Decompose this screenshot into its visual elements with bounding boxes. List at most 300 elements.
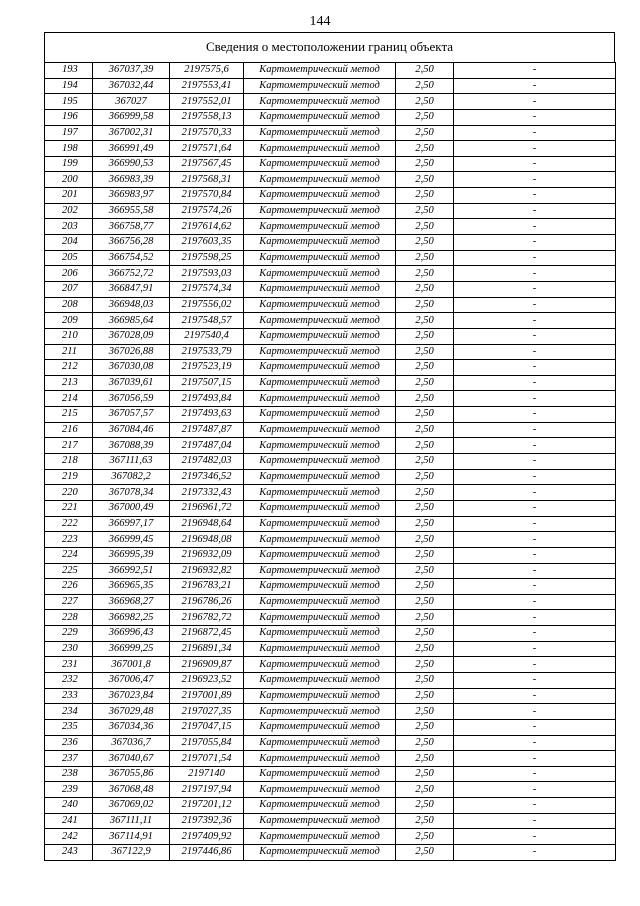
y-coordinate-cell: 2197574,34 [170, 281, 244, 297]
description-cell: - [454, 798, 616, 814]
table-row [45, 751, 616, 767]
x-coordinate-cell: 366999,25 [93, 641, 170, 657]
method-cell: Картометрический метод [244, 547, 396, 563]
x-coordinate-cell: 367001,8 [93, 657, 170, 673]
point-number-cell: 233 [45, 688, 93, 704]
method-cell: Картометрический метод [244, 375, 396, 391]
point-number-cell: 224 [45, 547, 93, 563]
method-cell: Картометрический метод [244, 219, 396, 235]
point-number-cell: 239 [45, 782, 93, 798]
table-row [45, 532, 616, 548]
y-coordinate-cell: 2197552,01 [170, 94, 244, 110]
y-coordinate-cell: 2196932,82 [170, 563, 244, 579]
y-coordinate-cell: 2197575,6 [170, 63, 244, 79]
accuracy-cell: 2,50 [396, 610, 454, 626]
x-coordinate-cell: 367088,39 [93, 438, 170, 454]
x-coordinate-cell: 367000,49 [93, 500, 170, 516]
y-coordinate-cell: 2197392,36 [170, 813, 244, 829]
y-coordinate-cell: 2197567,45 [170, 156, 244, 172]
y-coordinate-cell: 2196961,72 [170, 500, 244, 516]
accuracy-cell: 2,50 [396, 125, 454, 141]
description-cell: - [454, 297, 616, 313]
table-row [45, 328, 616, 344]
description-cell: - [454, 766, 616, 782]
table-row [45, 845, 616, 861]
accuracy-cell: 2,50 [396, 313, 454, 329]
x-coordinate-cell: 367114,91 [93, 829, 170, 845]
accuracy-cell: 2,50 [396, 266, 454, 282]
accuracy-cell: 2,50 [396, 63, 454, 79]
accuracy-cell: 2,50 [396, 766, 454, 782]
table-row [45, 719, 616, 735]
method-cell: Картометрический метод [244, 422, 396, 438]
description-cell: - [454, 109, 616, 125]
x-coordinate-cell: 367068,48 [93, 782, 170, 798]
method-cell: Картометрический метод [244, 532, 396, 548]
y-coordinate-cell: 2197493,63 [170, 407, 244, 423]
accuracy-cell: 2,50 [396, 172, 454, 188]
description-cell: - [454, 328, 616, 344]
accuracy-cell: 2,50 [396, 500, 454, 516]
point-number-cell: 203 [45, 219, 93, 235]
description-cell: - [454, 735, 616, 751]
accuracy-cell: 2,50 [396, 641, 454, 657]
method-cell: Картометрический метод [244, 845, 396, 861]
description-cell: - [454, 438, 616, 454]
point-number-cell: 225 [45, 563, 93, 579]
table-row [45, 125, 616, 141]
description-cell: - [454, 172, 616, 188]
x-coordinate-cell: 366983,97 [93, 188, 170, 204]
point-number-cell: 240 [45, 798, 93, 814]
description-cell: - [454, 235, 616, 251]
table-row [45, 454, 616, 470]
accuracy-cell: 2,50 [396, 751, 454, 767]
method-cell: Картометрический метод [244, 235, 396, 251]
method-cell: Картометрический метод [244, 78, 396, 94]
x-coordinate-cell: 367006,47 [93, 672, 170, 688]
description-cell: - [454, 782, 616, 798]
x-coordinate-cell: 367082,2 [93, 469, 170, 485]
description-cell: - [454, 125, 616, 141]
table-row [45, 469, 616, 485]
accuracy-cell: 2,50 [396, 203, 454, 219]
method-cell: Картометрический метод [244, 125, 396, 141]
y-coordinate-cell: 2197027,35 [170, 704, 244, 720]
point-number-cell: 241 [45, 813, 93, 829]
point-number-cell: 213 [45, 375, 93, 391]
description-cell: - [454, 813, 616, 829]
y-coordinate-cell: 2196909,87 [170, 657, 244, 673]
table-row [45, 141, 616, 157]
x-coordinate-cell: 367069,02 [93, 798, 170, 814]
description-cell: - [454, 250, 616, 266]
y-coordinate-cell: 2197507,15 [170, 375, 244, 391]
x-coordinate-cell: 367084,46 [93, 422, 170, 438]
table-row [45, 485, 616, 501]
y-coordinate-cell: 2197571,64 [170, 141, 244, 157]
accuracy-cell: 2,50 [396, 782, 454, 798]
method-cell: Картометрический метод [244, 454, 396, 470]
accuracy-cell: 2,50 [396, 719, 454, 735]
table-row [45, 63, 616, 79]
y-coordinate-cell: 2197598,25 [170, 250, 244, 266]
table-row [45, 813, 616, 829]
table-row [45, 688, 616, 704]
x-coordinate-cell: 367111,63 [93, 454, 170, 470]
y-coordinate-cell: 2196891,34 [170, 641, 244, 657]
accuracy-cell: 2,50 [396, 813, 454, 829]
method-cell: Картометрический метод [244, 813, 396, 829]
y-coordinate-cell: 2196782,72 [170, 610, 244, 626]
table-row [45, 579, 616, 595]
table-row [45, 188, 616, 204]
method-cell: Картометрический метод [244, 516, 396, 532]
accuracy-cell: 2,50 [396, 281, 454, 297]
description-cell: - [454, 626, 616, 642]
table-row [45, 766, 616, 782]
point-number-cell: 228 [45, 610, 93, 626]
y-coordinate-cell: 2196923,52 [170, 672, 244, 688]
x-coordinate-cell: 367039,61 [93, 375, 170, 391]
description-cell: - [454, 63, 616, 79]
table-row [45, 422, 616, 438]
description-cell: - [454, 672, 616, 688]
description-cell: - [454, 407, 616, 423]
description-cell: - [454, 845, 616, 861]
description-cell: - [454, 641, 616, 657]
accuracy-cell: 2,50 [396, 344, 454, 360]
table-row [45, 563, 616, 579]
accuracy-cell: 2,50 [396, 78, 454, 94]
method-cell: Картометрический метод [244, 672, 396, 688]
coordinates-table-body [45, 63, 616, 861]
description-cell: - [454, 203, 616, 219]
x-coordinate-cell: 367030,08 [93, 360, 170, 376]
accuracy-cell: 2,50 [396, 704, 454, 720]
y-coordinate-cell: 2197071,54 [170, 751, 244, 767]
accuracy-cell: 2,50 [396, 250, 454, 266]
table-row [45, 704, 616, 720]
coordinates-table [44, 62, 616, 861]
point-number-cell: 226 [45, 579, 93, 595]
accuracy-cell: 2,50 [396, 547, 454, 563]
x-coordinate-cell: 366991,49 [93, 141, 170, 157]
x-coordinate-cell: 366968,27 [93, 594, 170, 610]
method-cell: Картометрический метод [244, 266, 396, 282]
y-coordinate-cell: 2197482,03 [170, 454, 244, 470]
method-cell: Картометрический метод [244, 407, 396, 423]
description-cell: - [454, 391, 616, 407]
y-coordinate-cell: 2197047,15 [170, 719, 244, 735]
y-coordinate-cell: 2197487,04 [170, 438, 244, 454]
accuracy-cell: 2,50 [396, 235, 454, 251]
method-cell: Картометрический метод [244, 203, 396, 219]
table-row [45, 313, 616, 329]
point-number-cell: 236 [45, 735, 93, 751]
accuracy-cell: 2,50 [396, 141, 454, 157]
accuracy-cell: 2,50 [396, 422, 454, 438]
accuracy-cell: 2,50 [396, 297, 454, 313]
description-cell: - [454, 156, 616, 172]
x-coordinate-cell: 367040,67 [93, 751, 170, 767]
point-number-cell: 221 [45, 500, 93, 516]
method-cell: Картометрический метод [244, 156, 396, 172]
page-number: 144 [309, 14, 331, 29]
x-coordinate-cell: 366997,17 [93, 516, 170, 532]
y-coordinate-cell: 2197197,94 [170, 782, 244, 798]
point-number-cell: 197 [45, 125, 93, 141]
table-row [45, 798, 616, 814]
method-cell: Картометрический метод [244, 360, 396, 376]
method-cell: Картометрический метод [244, 485, 396, 501]
table-row [45, 156, 616, 172]
point-number-cell: 204 [45, 235, 93, 251]
x-coordinate-cell: 367034,36 [93, 719, 170, 735]
method-cell: Картометрический метод [244, 500, 396, 516]
y-coordinate-cell: 2197548,57 [170, 313, 244, 329]
description-cell: - [454, 281, 616, 297]
description-cell: - [454, 532, 616, 548]
y-coordinate-cell: 2197540,4 [170, 328, 244, 344]
x-coordinate-cell: 367032,44 [93, 78, 170, 94]
accuracy-cell: 2,50 [396, 407, 454, 423]
accuracy-cell: 2,50 [396, 594, 454, 610]
accuracy-cell: 2,50 [396, 657, 454, 673]
description-cell: - [454, 313, 616, 329]
method-cell: Картометрический метод [244, 344, 396, 360]
method-cell: Картометрический метод [244, 391, 396, 407]
point-number-cell: 205 [45, 250, 93, 266]
x-coordinate-cell: 366983,39 [93, 172, 170, 188]
method-cell: Картометрический метод [244, 250, 396, 266]
x-coordinate-cell: 366754,52 [93, 250, 170, 266]
point-number-cell: 211 [45, 344, 93, 360]
y-coordinate-cell: 2197001,89 [170, 688, 244, 704]
table-row [45, 672, 616, 688]
point-number-cell: 202 [45, 203, 93, 219]
x-coordinate-cell: 367122,9 [93, 845, 170, 861]
x-coordinate-cell: 366965,35 [93, 579, 170, 595]
y-coordinate-cell: 2197533,79 [170, 344, 244, 360]
description-cell: - [454, 829, 616, 845]
x-coordinate-cell: 366999,45 [93, 532, 170, 548]
table-row [45, 281, 616, 297]
accuracy-cell: 2,50 [396, 94, 454, 110]
x-coordinate-cell: 366996,43 [93, 626, 170, 642]
point-number-cell: 234 [45, 704, 93, 720]
point-number-cell: 199 [45, 156, 93, 172]
point-number-cell: 214 [45, 391, 93, 407]
accuracy-cell: 2,50 [396, 485, 454, 501]
table-row [45, 641, 616, 657]
method-cell: Картометрический метод [244, 579, 396, 595]
description-cell: - [454, 547, 616, 563]
table-row [45, 78, 616, 94]
accuracy-cell: 2,50 [396, 391, 454, 407]
table-row [45, 735, 616, 751]
description-cell: - [454, 751, 616, 767]
accuracy-cell: 2,50 [396, 469, 454, 485]
accuracy-cell: 2,50 [396, 328, 454, 344]
table-row [45, 203, 616, 219]
y-coordinate-cell: 2196872,45 [170, 626, 244, 642]
accuracy-cell: 2,50 [396, 579, 454, 595]
x-coordinate-cell: 366955,58 [93, 203, 170, 219]
method-cell: Картометрический метод [244, 766, 396, 782]
y-coordinate-cell: 2197201,12 [170, 798, 244, 814]
accuracy-cell: 2,50 [396, 735, 454, 751]
method-cell: Картометрический метод [244, 688, 396, 704]
method-cell: Картометрический метод [244, 719, 396, 735]
x-coordinate-cell: 367055,86 [93, 766, 170, 782]
table-row [45, 235, 616, 251]
description-cell: - [454, 610, 616, 626]
description-cell: - [454, 360, 616, 376]
x-coordinate-cell: 367027 [93, 94, 170, 110]
point-number-cell: 194 [45, 78, 93, 94]
y-coordinate-cell: 2197568,31 [170, 172, 244, 188]
point-number-cell: 220 [45, 485, 93, 501]
point-number-cell: 217 [45, 438, 93, 454]
table-row [45, 109, 616, 125]
accuracy-cell: 2,50 [396, 672, 454, 688]
point-number-cell: 238 [45, 766, 93, 782]
accuracy-cell: 2,50 [396, 829, 454, 845]
point-number-cell: 219 [45, 469, 93, 485]
x-coordinate-cell: 366948,03 [93, 297, 170, 313]
table-row [45, 829, 616, 845]
table-row [45, 657, 616, 673]
description-cell: - [454, 469, 616, 485]
method-cell: Картометрический метод [244, 657, 396, 673]
table-row [45, 375, 616, 391]
y-coordinate-cell: 2197409,92 [170, 829, 244, 845]
y-coordinate-cell: 2196948,08 [170, 532, 244, 548]
x-coordinate-cell: 367028,09 [93, 328, 170, 344]
description-cell: - [454, 94, 616, 110]
table-row [45, 500, 616, 516]
method-cell: Картометрический метод [244, 626, 396, 642]
table-row [45, 266, 616, 282]
y-coordinate-cell: 2196783,21 [170, 579, 244, 595]
point-number-cell: 208 [45, 297, 93, 313]
method-cell: Картометрический метод [244, 798, 396, 814]
description-cell: - [454, 422, 616, 438]
table-row [45, 610, 616, 626]
point-number-cell: 218 [45, 454, 93, 470]
x-coordinate-cell: 366847,91 [93, 281, 170, 297]
x-coordinate-cell: 366756,28 [93, 235, 170, 251]
point-number-cell: 227 [45, 594, 93, 610]
x-coordinate-cell: 367057,57 [93, 407, 170, 423]
y-coordinate-cell: 2197570,33 [170, 125, 244, 141]
method-cell: Картометрический метод [244, 751, 396, 767]
y-coordinate-cell: 2196948,64 [170, 516, 244, 532]
method-cell: Картометрический метод [244, 438, 396, 454]
y-coordinate-cell: 2197553,41 [170, 78, 244, 94]
point-number-cell: 222 [45, 516, 93, 532]
y-coordinate-cell: 2197055,84 [170, 735, 244, 751]
y-coordinate-cell: 2196786,26 [170, 594, 244, 610]
point-number-cell: 195 [45, 94, 93, 110]
accuracy-cell: 2,50 [396, 626, 454, 642]
y-coordinate-cell: 2197558,13 [170, 109, 244, 125]
y-coordinate-cell: 2196932,09 [170, 547, 244, 563]
y-coordinate-cell: 2197570,84 [170, 188, 244, 204]
x-coordinate-cell: 367036,7 [93, 735, 170, 751]
accuracy-cell: 2,50 [396, 109, 454, 125]
y-coordinate-cell: 2197614,62 [170, 219, 244, 235]
description-cell: - [454, 266, 616, 282]
point-number-cell: 223 [45, 532, 93, 548]
x-coordinate-cell: 366995,39 [93, 547, 170, 563]
table-row [45, 516, 616, 532]
description-cell: - [454, 78, 616, 94]
method-cell: Картометрический метод [244, 829, 396, 845]
description-cell: - [454, 516, 616, 532]
point-number-cell: 237 [45, 751, 93, 767]
x-coordinate-cell: 367002,31 [93, 125, 170, 141]
table-row [45, 626, 616, 642]
accuracy-cell: 2,50 [396, 188, 454, 204]
point-number-cell: 235 [45, 719, 93, 735]
point-number-cell: 212 [45, 360, 93, 376]
table-row [45, 94, 616, 110]
description-cell: - [454, 219, 616, 235]
accuracy-cell: 2,50 [396, 454, 454, 470]
description-cell: - [454, 375, 616, 391]
y-coordinate-cell: 2197332,43 [170, 485, 244, 501]
accuracy-cell: 2,50 [396, 688, 454, 704]
table-row [45, 391, 616, 407]
description-cell: - [454, 344, 616, 360]
method-cell: Картометрический метод [244, 328, 396, 344]
point-number-cell: 243 [45, 845, 93, 861]
x-coordinate-cell: 366982,25 [93, 610, 170, 626]
table-row [45, 219, 616, 235]
x-coordinate-cell: 367037,39 [93, 63, 170, 79]
description-cell: - [454, 188, 616, 204]
table-row [45, 547, 616, 563]
table-row [45, 344, 616, 360]
y-coordinate-cell: 2197446,86 [170, 845, 244, 861]
description-cell: - [454, 704, 616, 720]
method-cell: Картометрический метод [244, 63, 396, 79]
point-number-cell: 231 [45, 657, 93, 673]
point-number-cell: 193 [45, 63, 93, 79]
x-coordinate-cell: 367078,34 [93, 485, 170, 501]
point-number-cell: 215 [45, 407, 93, 423]
method-cell: Картометрический метод [244, 641, 396, 657]
description-cell: - [454, 719, 616, 735]
accuracy-cell: 2,50 [396, 798, 454, 814]
accuracy-cell: 2,50 [396, 563, 454, 579]
method-cell: Картометрический метод [244, 704, 396, 720]
point-number-cell: 206 [45, 266, 93, 282]
y-coordinate-cell: 2197346,52 [170, 469, 244, 485]
x-coordinate-cell: 366758,77 [93, 219, 170, 235]
table-row [45, 594, 616, 610]
method-cell: Картометрический метод [244, 735, 396, 751]
method-cell: Картометрический метод [244, 281, 396, 297]
method-cell: Картометрический метод [244, 313, 396, 329]
x-coordinate-cell: 367029,48 [93, 704, 170, 720]
point-number-cell: 196 [45, 109, 93, 125]
y-coordinate-cell: 2197523,19 [170, 360, 244, 376]
x-coordinate-cell: 366999,58 [93, 109, 170, 125]
point-number-cell: 232 [45, 672, 93, 688]
